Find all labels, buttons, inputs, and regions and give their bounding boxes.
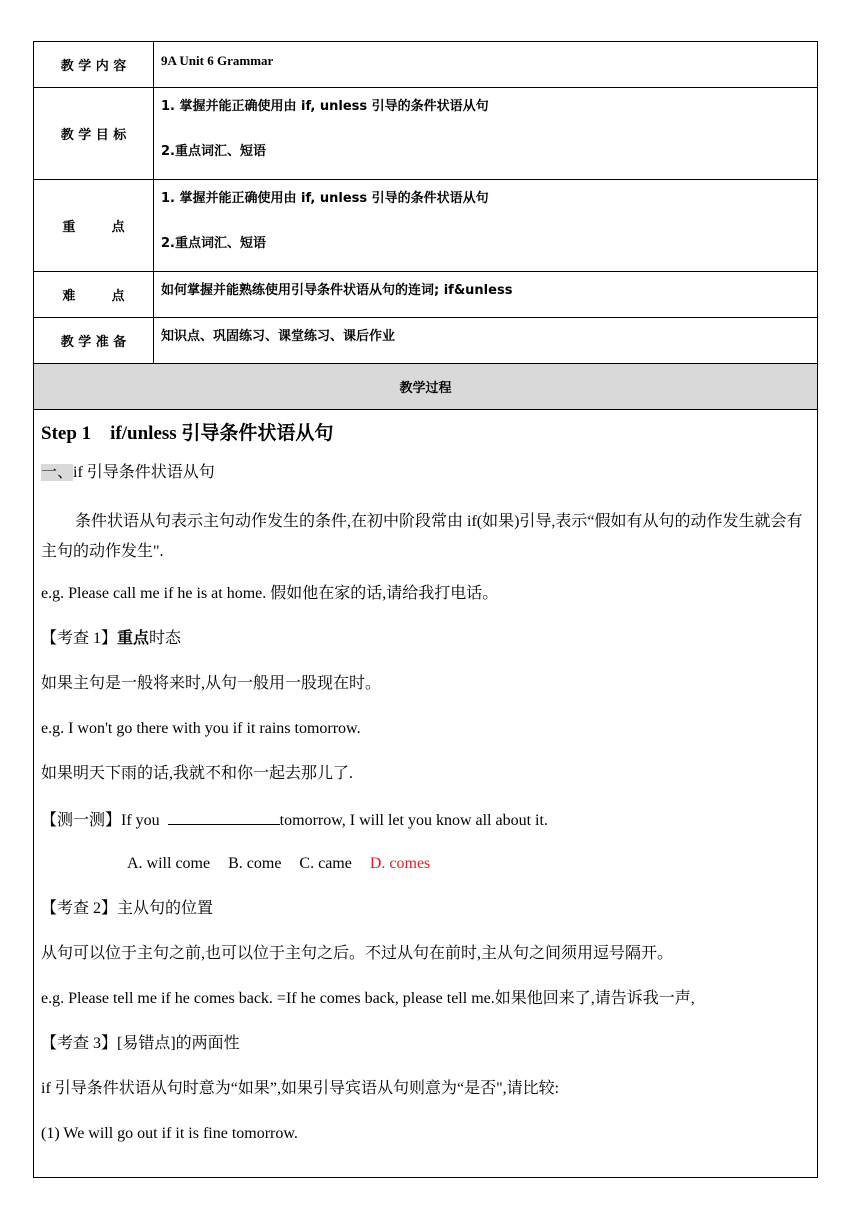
step1-title: Step 1 if/unless 引导条件状语从句 (41, 423, 334, 444)
label-prep: 教 学 准 备 (34, 318, 154, 364)
example-2: e.g. I won't go there with you if it rains tomorrow. (41, 720, 361, 737)
lesson-plan-table (33, 41, 818, 1178)
check1-bracket: 【考查 1】 (41, 630, 118, 647)
keypoint-line-2: 2.重点词汇、短语 (161, 236, 266, 251)
process-content (34, 410, 818, 1178)
section-title: if 引导条件状语从句 (73, 464, 215, 481)
row-keypoints (34, 180, 818, 272)
section-prefix: 一、 (41, 464, 74, 481)
process-header: 教学过程 (34, 364, 818, 410)
option-c: C. came (299, 855, 352, 872)
check3-heading: 【考查 3】[易错点]的两面性 (41, 1035, 240, 1052)
test-prefix: 【测一测】If you (41, 812, 168, 829)
check1-bold: 重点 (117, 630, 150, 647)
label-difficulty: 难 点 (34, 272, 154, 318)
label-goals: 教 学 目 标 (34, 88, 154, 180)
value-goals (154, 88, 818, 180)
option-a: A. will come (127, 855, 211, 872)
test-question (41, 808, 817, 853)
test-suffix: tomorrow, I will let you know all about it. (279, 812, 548, 829)
rule-1: 如果主句是一般将来时,从句一般用一股现在时。 (41, 675, 382, 692)
value-difficulty (154, 272, 818, 318)
section-heading (41, 462, 817, 507)
intro-paragraph: 条件状语从句表示主句动作发生的条件,在初中阶段常由 if(如果)引导,表示“假如有从句的动作发生就会有主句的动作发生". (41, 513, 803, 560)
example-2-translation: 如果明天下雨的话,我就不和你一起去那儿了. (41, 765, 354, 782)
example-3: e.g. Please tell me if he comes back. =If he comes back, please tell me.如果他回来了,请告诉我一声, (41, 990, 695, 1007)
difficulty-text: 如何掌握并能熟练使用引导条件状语从句的连词; if&unless (161, 283, 513, 298)
prep-text: 知识点、巩固练习、课堂练习、课后作业 (161, 329, 396, 344)
keypoint-line-1: 1. 掌握并能正确使用由 if, unless 引导的条件状语从句 (161, 191, 489, 206)
goal-line-2: 2.重点词汇、短语 (161, 144, 266, 159)
value-keypoints (154, 180, 818, 272)
option-d-correct: D. comes (369, 855, 431, 872)
check2-heading: 【考查 2】主从句的位置 (41, 900, 214, 917)
row-difficulty (34, 272, 818, 318)
row-content (34, 42, 818, 88)
row-goals (34, 88, 818, 180)
example-4: (1) We will go out if it is fine tomorrow. (41, 1125, 298, 1142)
answer-blank (168, 808, 280, 825)
rule-2: 从句可以位于主句之前,也可以位于主句之后。不过从句在前时,主从句之间须用逗号隔开。 (41, 945, 674, 962)
test-options (41, 853, 817, 898)
row-process-header (34, 364, 818, 410)
check1-heading (41, 628, 817, 673)
value-prep (154, 318, 818, 364)
content-text: 9A Unit 6 Grammar (161, 53, 274, 68)
row-prep (34, 318, 818, 364)
goal-line-1: 1. 掌握并能正确使用由 if, unless 引导的条件状语从句 (161, 99, 489, 114)
rule-3: if 引导条件状语从句时意为“如果”,如果引导宾语从句则意为“是否",请比较: (41, 1080, 560, 1097)
value-content (154, 42, 818, 88)
option-b: B. come (228, 855, 282, 872)
row-process-content (34, 410, 818, 1178)
label-keypoints: 重 点 (34, 180, 154, 272)
check1-rest: 时态 (149, 630, 182, 647)
label-content: 教 学 内 容 (34, 42, 154, 88)
example-1: e.g. Please call me if he is at home. 假如他在家的话,请给我打电话。 (41, 585, 499, 602)
